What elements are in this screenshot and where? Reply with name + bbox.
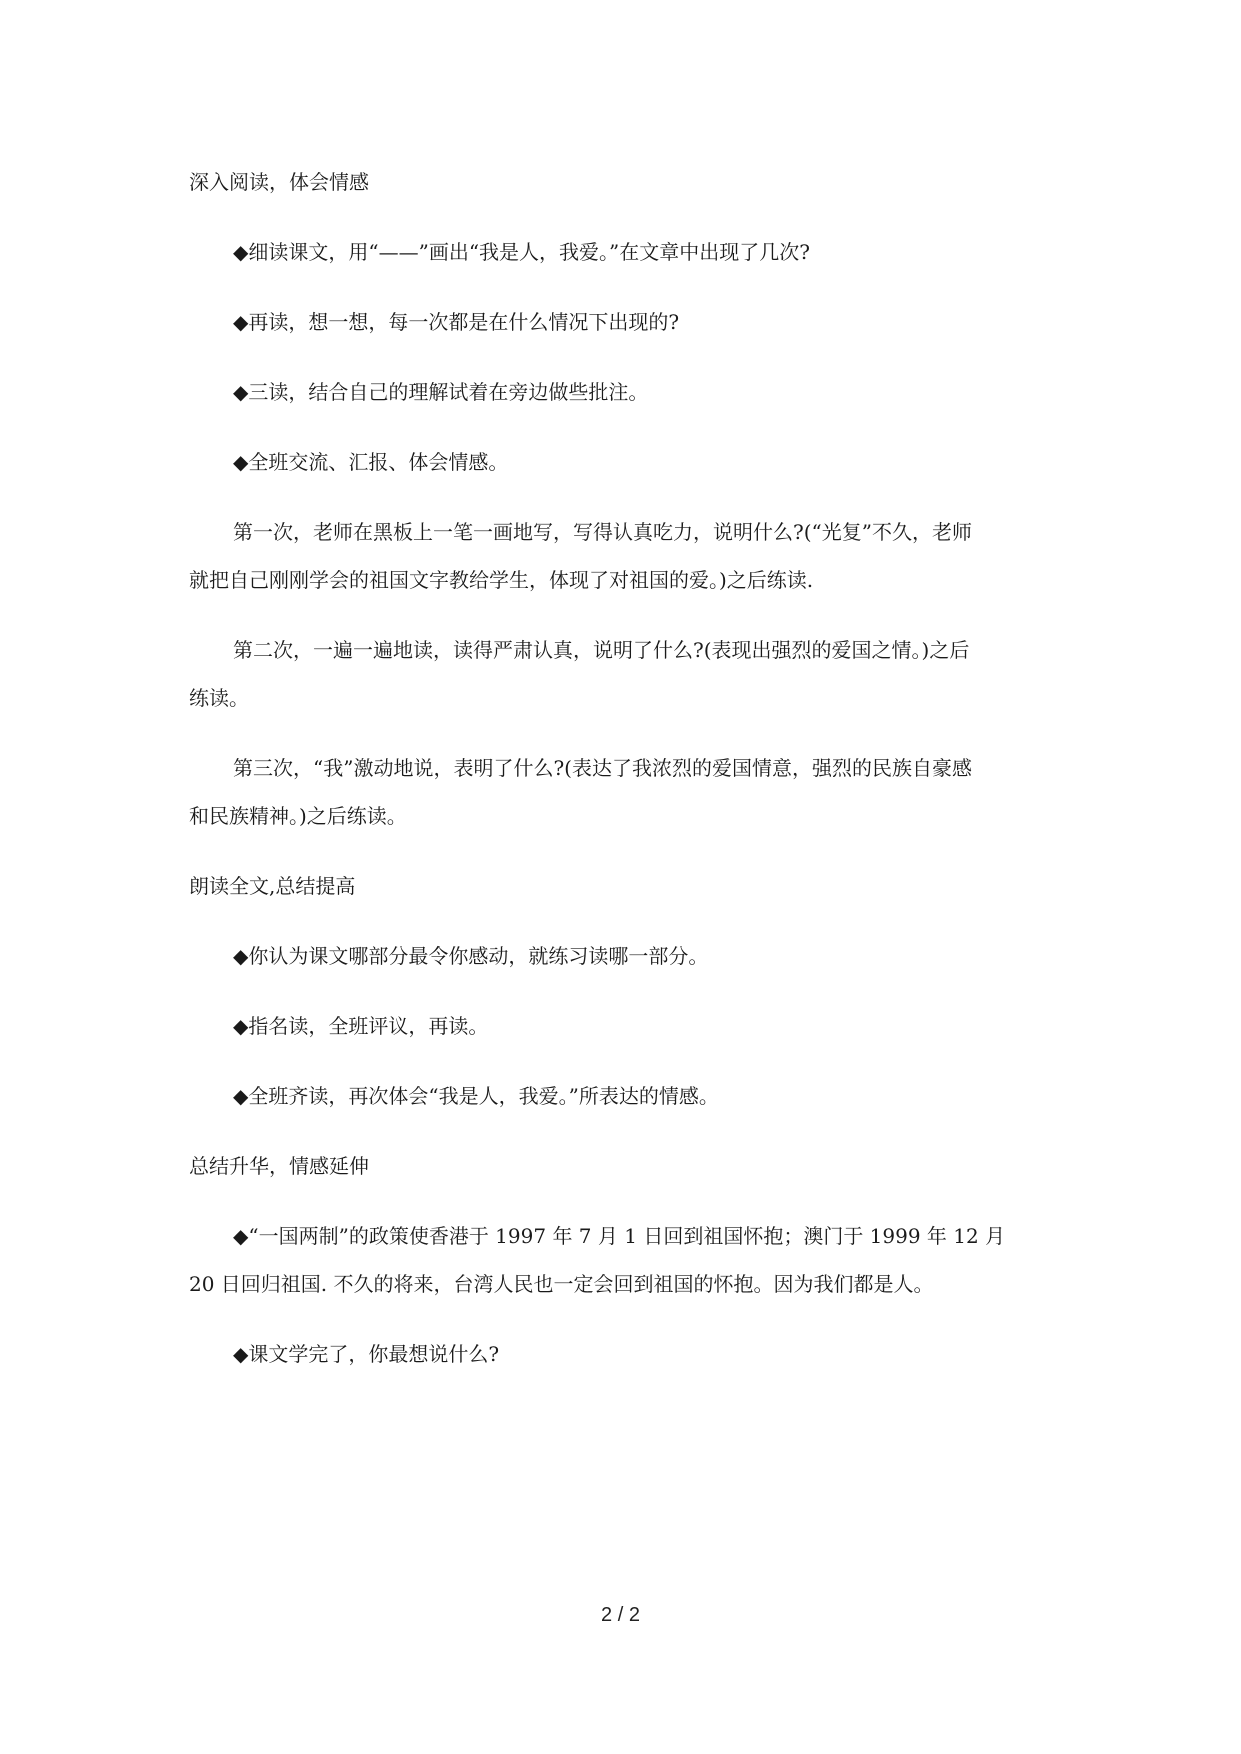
paragraph-second-time: [189, 626, 1061, 722]
paragraph-line: ◆“一国两制”的政策使香港于 1997 年 7 月 1 日回到祖国怀抱；澳门于 1999 年 12 月: [233, 1224, 1006, 1248]
bullet-item: ◆全班齐读，再次体会“我是人，我爱。”所表达的情感。: [233, 1084, 719, 1108]
bullet-item: ◆全班交流、汇报、体会情感。: [233, 450, 509, 474]
section-heading-reading: 深入阅读，体会情感: [189, 170, 369, 194]
paragraph-line: 第三次，“我”激动地说，表明了什么?(表达了我浓烈的爱国情意，强烈的民族自豪感: [233, 756, 972, 780]
section-heading-read-aloud: 朗读全文,总结提高: [189, 874, 356, 898]
paragraph-line: 第一次，老师在黑板上一笔一画地写，写得认真吃力，说明什么?(“光复”不久，老师: [233, 520, 972, 544]
paragraph-one-country-two-systems: [189, 1212, 1061, 1308]
paragraph-line: 20 日回归祖国. 不久的将来，台湾人民也一定会回到祖国的怀抱。因为我们都是人。: [189, 1272, 934, 1296]
paragraph-first-time: [189, 508, 1061, 604]
paragraph-third-time: [189, 744, 1061, 840]
paragraph-line: 第二次，一遍一遍地读，读得严肃认真，说明了什么?(表现出强烈的爱国之情。)之后: [233, 638, 970, 662]
page-number: 2 / 2: [601, 1604, 640, 1626]
section-heading-summary: 总结升华，情感延伸: [189, 1154, 369, 1178]
bullet-item: ◆细读课文，用“——”画出“我是人，我爱。”在文章中出现了几次?: [233, 240, 811, 264]
paragraph-line: 和民族精神。)之后练读。: [189, 804, 407, 828]
bullet-item: ◆三读，结合自己的理解试着在旁边做些批注。: [233, 380, 649, 404]
bullet-item: ◆课文学完了，你最想说什么?: [233, 1342, 500, 1366]
document-body: [189, 158, 1061, 1400]
bullet-item: ◆再读，想一想，每一次都是在什么情况下出现的?: [233, 310, 680, 334]
bullet-item: ◆指名读，全班评议，再读。: [233, 1014, 489, 1038]
paragraph-line: 练读。: [189, 686, 249, 710]
bullet-item: ◆你认为课文哪部分最令你感动，就练习读哪一部分。: [233, 944, 709, 968]
paragraph-line: 就把自己刚刚学会的祖国文字教给学生，体现了对祖国的爱。)之后练读.: [189, 568, 814, 592]
